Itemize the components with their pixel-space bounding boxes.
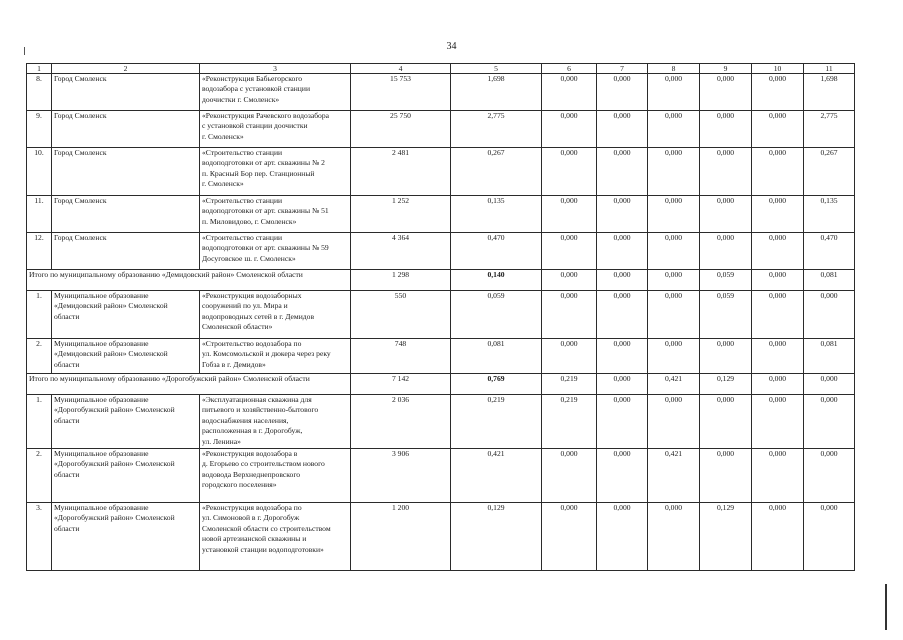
row-number: 8. bbox=[27, 74, 52, 111]
column-number-cell: 2 bbox=[52, 64, 200, 74]
value-cell: 0,000 bbox=[542, 148, 597, 196]
value-cell: 0,769 bbox=[451, 374, 542, 395]
value-cell: 0,140 bbox=[451, 270, 542, 291]
municipality-name: Муниципальное образование «Дорогобужский район» Смоленской области bbox=[52, 449, 200, 503]
row-number: 2. bbox=[27, 449, 52, 503]
value-cell: 0,000 bbox=[597, 74, 648, 111]
row-number: 12. bbox=[27, 233, 52, 270]
column-number-cell: 4 bbox=[351, 64, 451, 74]
value-cell: 0,000 bbox=[597, 196, 648, 233]
value-cell: 0,000 bbox=[597, 339, 648, 374]
value-cell: 0,000 bbox=[542, 291, 597, 339]
row-number: 3. bbox=[27, 503, 52, 571]
value-cell: 0,000 bbox=[752, 270, 804, 291]
value-cell: 0,000 bbox=[542, 233, 597, 270]
data-table bbox=[26, 63, 855, 571]
row-number: 9. bbox=[27, 111, 52, 148]
value-cell: 0,000 bbox=[804, 503, 855, 571]
value-cell: 0,267 bbox=[451, 148, 542, 196]
municipality-name: Муниципальное образование «Демидовский район» Смоленской области bbox=[52, 339, 200, 374]
value-cell: 1 298 bbox=[351, 270, 451, 291]
value-cell: 0,000 bbox=[804, 374, 855, 395]
value-cell: 0,000 bbox=[648, 74, 700, 111]
subtotal-label: Итого по муниципальному образованию «Демидовский район» Смоленской области bbox=[27, 270, 351, 291]
value-cell: 0,000 bbox=[804, 449, 855, 503]
value-cell: 2 036 bbox=[351, 395, 451, 449]
value-cell: 0,267 bbox=[804, 148, 855, 196]
value-cell: 7 142 bbox=[351, 374, 451, 395]
value-cell: 0,000 bbox=[542, 74, 597, 111]
value-cell: 0,000 bbox=[542, 449, 597, 503]
value-cell: 0,000 bbox=[752, 233, 804, 270]
value-cell: 1,698 bbox=[451, 74, 542, 111]
table-row bbox=[27, 148, 855, 196]
value-cell: 15 753 bbox=[351, 74, 451, 111]
project-name: «Строительство станции водоподготовки от арт. скважины № 59 Досуговское ш. г. Смоленск» bbox=[200, 233, 351, 270]
value-cell: 0,000 bbox=[804, 395, 855, 449]
value-cell: 0,000 bbox=[648, 233, 700, 270]
municipality-name: Муниципальное образование «Демидовский район» Смоленской области bbox=[52, 291, 200, 339]
table-row bbox=[27, 74, 855, 111]
value-cell: 0,470 bbox=[804, 233, 855, 270]
page-number: 34 bbox=[446, 41, 457, 52]
value-cell: 0,000 bbox=[752, 374, 804, 395]
value-cell: 0,081 bbox=[804, 339, 855, 374]
value-cell: 0,081 bbox=[451, 339, 542, 374]
scan-mark bbox=[24, 47, 25, 55]
municipality-name: Город Смоленск bbox=[52, 233, 200, 270]
column-number-cell: 9 bbox=[700, 64, 752, 74]
table-row bbox=[27, 111, 855, 148]
value-cell: 0,000 bbox=[542, 111, 597, 148]
value-cell: 0,059 bbox=[700, 270, 752, 291]
column-number-cell: 7 bbox=[597, 64, 648, 74]
value-cell: 2,775 bbox=[804, 111, 855, 148]
value-cell: 1,698 bbox=[804, 74, 855, 111]
project-name: «Строительство водозабора по ул. Комсомольской и дюкера через реку Гобза в г. Демидов» bbox=[200, 339, 351, 374]
value-cell: 0,000 bbox=[648, 291, 700, 339]
value-cell: 0,000 bbox=[700, 449, 752, 503]
value-cell: 0,421 bbox=[648, 449, 700, 503]
project-name: «Реконструкция Рачевского водозабора с установкой станции доочистки г. Смоленск» bbox=[200, 111, 351, 148]
project-name: «Реконструкция водозабора в д. Егорьево со строительством нового водовода Верхнеднепровского городского поселения» bbox=[200, 449, 351, 503]
table-row bbox=[27, 395, 855, 449]
value-cell: 3 906 bbox=[351, 449, 451, 503]
value-cell: 0,000 bbox=[597, 291, 648, 339]
value-cell: 748 bbox=[351, 339, 451, 374]
row-number: 10. bbox=[27, 148, 52, 196]
value-cell: 0,000 bbox=[700, 196, 752, 233]
value-cell: 0,470 bbox=[451, 233, 542, 270]
value-cell: 0,219 bbox=[542, 374, 597, 395]
row-number: 11. bbox=[27, 196, 52, 233]
row-number: 2. bbox=[27, 339, 52, 374]
table-row bbox=[27, 503, 855, 571]
project-name: «Реконструкция водозаборных сооружений по ул. Мира и водопроводных сетей в г. Демидов Смоленской области» bbox=[200, 291, 351, 339]
value-cell: 0,000 bbox=[542, 503, 597, 571]
value-cell: 0,000 bbox=[542, 270, 597, 291]
value-cell: 550 bbox=[351, 291, 451, 339]
value-cell: 0,135 bbox=[451, 196, 542, 233]
value-cell: 0,000 bbox=[752, 291, 804, 339]
table-row bbox=[27, 339, 855, 374]
value-cell: 0,421 bbox=[648, 374, 700, 395]
value-cell: 0,000 bbox=[542, 196, 597, 233]
table-row bbox=[27, 233, 855, 270]
value-cell: 0,000 bbox=[597, 374, 648, 395]
project-name: «Строительство станции водоподготовки от арт. скважины № 51 п. Миловидово, г. Смоленск» bbox=[200, 196, 351, 233]
value-cell: 0,000 bbox=[648, 395, 700, 449]
value-cell: 0,000 bbox=[752, 503, 804, 571]
municipality-name: Муниципальное образование «Дорогобужский район» Смоленской области bbox=[52, 395, 200, 449]
value-cell: 0,000 bbox=[648, 503, 700, 571]
project-name: «Реконструкция Бабьегорского водозабора с установкой станции доочистки г. Смоленск» bbox=[200, 74, 351, 111]
value-cell: 0,000 bbox=[700, 148, 752, 196]
municipality-name: Город Смоленск bbox=[52, 111, 200, 148]
value-cell: 0,000 bbox=[700, 111, 752, 148]
value-cell: 0,000 bbox=[752, 449, 804, 503]
value-cell: 0,000 bbox=[752, 395, 804, 449]
column-number-cell: 11 bbox=[804, 64, 855, 74]
value-cell: 0,000 bbox=[700, 395, 752, 449]
value-cell: 0,000 bbox=[700, 339, 752, 374]
municipality-name: Город Смоленск bbox=[52, 148, 200, 196]
value-cell: 0,000 bbox=[648, 111, 700, 148]
value-cell: 0,000 bbox=[597, 503, 648, 571]
column-number-cell: 1 bbox=[27, 64, 52, 74]
value-cell: 0,000 bbox=[752, 74, 804, 111]
value-cell: 0,000 bbox=[752, 339, 804, 374]
municipality-name: Муниципальное образование «Дорогобужский район» Смоленской области bbox=[52, 503, 200, 571]
project-name: «Строительство станции водоподготовки от арт. скважины № 2 п. Красный Бор пер. Станционный г. Смоленск» bbox=[200, 148, 351, 196]
scan-edge-mark bbox=[885, 584, 887, 630]
value-cell: 0,000 bbox=[752, 148, 804, 196]
subtotal-row bbox=[27, 374, 855, 395]
value-cell: 0,000 bbox=[648, 270, 700, 291]
column-number-row bbox=[27, 64, 855, 74]
value-cell: 2 481 bbox=[351, 148, 451, 196]
value-cell: 0,059 bbox=[700, 291, 752, 339]
value-cell: 0,129 bbox=[700, 374, 752, 395]
value-cell: 2,775 bbox=[451, 111, 542, 148]
row-number: 1. bbox=[27, 291, 52, 339]
value-cell: 0,000 bbox=[804, 291, 855, 339]
value-cell: 0,000 bbox=[542, 339, 597, 374]
value-cell: 0,219 bbox=[451, 395, 542, 449]
value-cell: 0,000 bbox=[752, 111, 804, 148]
value-cell: 0,059 bbox=[451, 291, 542, 339]
value-cell: 0,000 bbox=[648, 196, 700, 233]
value-cell: 0,081 bbox=[804, 270, 855, 291]
value-cell: 0,000 bbox=[752, 196, 804, 233]
value-cell: 1 200 bbox=[351, 503, 451, 571]
project-name: «Реконструкция водозабора по ул. Симоновой в г. Дорогобуж Смоленской области со строительством новой артезианской скважины и установкой станции водоподготовки» bbox=[200, 503, 351, 571]
column-number-cell: 6 bbox=[542, 64, 597, 74]
value-cell: 0,000 bbox=[597, 148, 648, 196]
table-row bbox=[27, 291, 855, 339]
value-cell: 1 252 bbox=[351, 196, 451, 233]
value-cell: 0,421 bbox=[451, 449, 542, 503]
value-cell: 25 750 bbox=[351, 111, 451, 148]
value-cell: 0,219 bbox=[542, 395, 597, 449]
value-cell: 0,129 bbox=[451, 503, 542, 571]
value-cell: 0,000 bbox=[597, 395, 648, 449]
value-cell: 0,000 bbox=[597, 233, 648, 270]
value-cell: 0,000 bbox=[700, 74, 752, 111]
column-number-cell: 10 bbox=[752, 64, 804, 74]
project-name: «Эксплуатационная скважина для питьевого и хозяйственно-бытового водоснабжения населения, расположенная в г. Дорогобуж, ул. Ленина» bbox=[200, 395, 351, 449]
value-cell: 4 364 bbox=[351, 233, 451, 270]
value-cell: 0,135 bbox=[804, 196, 855, 233]
value-cell: 0,000 bbox=[700, 233, 752, 270]
value-cell: 0,000 bbox=[648, 339, 700, 374]
value-cell: 0,000 bbox=[597, 111, 648, 148]
municipality-name: Город Смоленск bbox=[52, 196, 200, 233]
subtotal-label: Итого по муниципальному образованию «Дорогобужский район» Смоленской области bbox=[27, 374, 351, 395]
value-cell: 0,000 bbox=[597, 449, 648, 503]
value-cell: 0,129 bbox=[700, 503, 752, 571]
column-number-cell: 3 bbox=[200, 64, 351, 74]
column-number-cell: 8 bbox=[648, 64, 700, 74]
value-cell: 0,000 bbox=[597, 270, 648, 291]
subtotal-row bbox=[27, 270, 855, 291]
table-row bbox=[27, 196, 855, 233]
value-cell: 0,000 bbox=[648, 148, 700, 196]
column-number-cell: 5 bbox=[451, 64, 542, 74]
table-row bbox=[27, 449, 855, 503]
municipality-name: Город Смоленск bbox=[52, 74, 200, 111]
row-number: 1. bbox=[27, 395, 52, 449]
